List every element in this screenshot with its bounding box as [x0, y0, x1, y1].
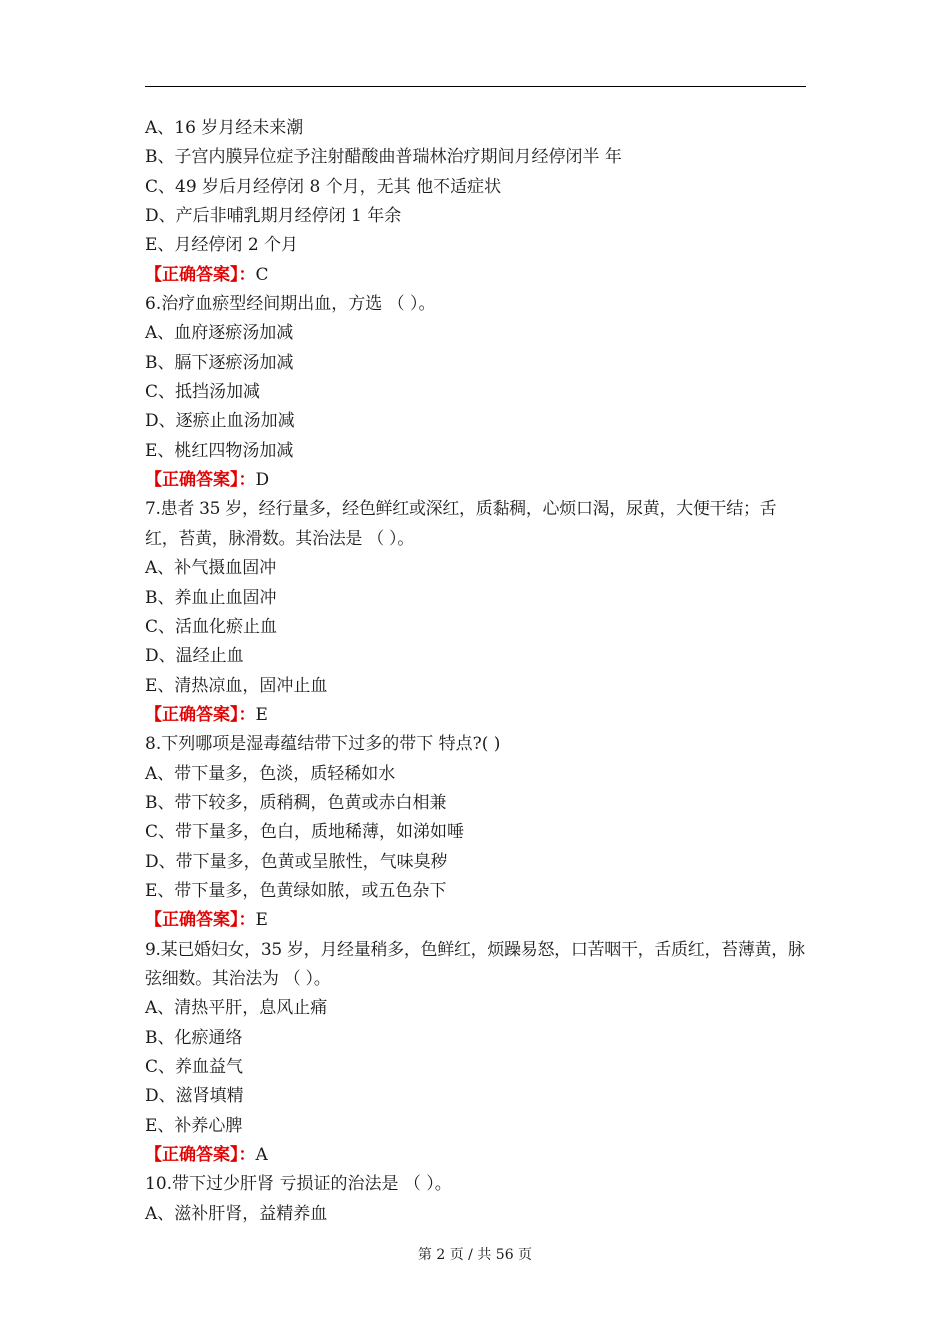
option-item: A、滋补肝肾，益精养血: [145, 1203, 328, 1224]
answer-value: E: [255, 704, 268, 725]
question-stem: 10.带下过少肝肾 亏损证的治法是 （ ）。: [145, 1174, 452, 1195]
correct-answer: [145, 1141, 807, 1170]
answer-label: 【正确答案】：: [145, 470, 256, 491]
header-rule: [145, 86, 806, 87]
answer-value: D: [255, 470, 270, 491]
option-item: D、产后非哺乳期月经停闭 1 年余: [145, 206, 402, 227]
option-item: E、月经停闭 2 个月: [145, 235, 299, 256]
option-item: C、抵挡汤加减: [145, 382, 261, 403]
option-item: E、清热凉血，固冲止血: [145, 675, 328, 696]
answer-label: 【正确答案】：: [145, 264, 256, 285]
option-item: E、补养心脾: [145, 1115, 243, 1136]
option-item: E、带下量多，色黄绿如脓，或五色杂下: [145, 880, 447, 901]
page-content: [145, 114, 807, 1229]
correct-answer: [145, 261, 807, 290]
question-stem: 6.治疗血瘀型经间期出血，方选 （ ）。: [145, 294, 436, 315]
option-item: C、49 岁后月经停闭 8 个月，无其 他不适症状: [145, 176, 502, 197]
correct-answer: [145, 701, 807, 730]
option-item: D、温经止血: [145, 646, 244, 667]
answer-value: E: [255, 910, 268, 931]
page-footer: 第 2 页 / 共 56 页: [417, 1247, 533, 1263]
option-item: C、带下量多，色白，质地稀薄，如涕如唾: [145, 822, 465, 843]
option-item: A、16 岁月经未来潮: [145, 118, 304, 138]
option-item: C、养血益气: [145, 1057, 244, 1077]
option-item: D、滋肾填精: [145, 1086, 244, 1107]
option-item: B、子宫内膜异位症予注射醋酸曲普瑞林治疗期间月经停闭半 年: [145, 147, 622, 168]
option-item: B、带下较多，质稍稠，色黄或赤白相兼: [145, 792, 447, 813]
option-item: B、化瘀通络: [145, 1027, 243, 1048]
correct-answer: [145, 906, 807, 935]
answer-label: 【正确答案】：: [145, 1145, 256, 1166]
answer-value: C: [255, 264, 269, 285]
question-stem: 8.下列哪项是湿毒蕴结带下过多的带下 特点?( ): [145, 734, 501, 755]
option-item: A、补气摄血固冲: [145, 558, 277, 579]
question-stem: 9.某已婚妇女，35 岁，月经量稍多，色鲜红，烦躁易怒，口苦咽干，舌质红，苔薄黄，脉弦细数。其治法为 （ ）。: [145, 939, 805, 989]
option-item: A、清热平肝，息风止痛: [145, 998, 328, 1019]
option-item: E、桃红四物汤加减: [145, 440, 294, 461]
option-item: D、逐瘀止血汤加减: [145, 411, 295, 432]
answer-value: A: [255, 1145, 268, 1166]
option-item: A、带下量多，色淡，质轻稀如水: [145, 763, 396, 784]
option-item: A、血府逐瘀汤加减: [145, 323, 294, 344]
correct-answer: [145, 466, 807, 495]
answer-label: 【正确答案】：: [145, 910, 256, 931]
option-item: B、膈下逐瘀汤加减: [145, 352, 294, 373]
question-stem: 7.患者 35 岁，经行量多，经色鲜红或深红，质黏稠，心烦口渴，尿黄，大便干结；舌红，苔黄，脉滑数。其治法是 （ ）。: [145, 499, 777, 549]
option-item: B、养血止血固冲: [145, 587, 277, 608]
option-item: D、带下量多，色黄或呈脓性，气味臭秽: [145, 851, 448, 872]
answer-label: 【正确答案】：: [145, 704, 256, 725]
option-item: C、活血化瘀止血: [145, 616, 278, 637]
